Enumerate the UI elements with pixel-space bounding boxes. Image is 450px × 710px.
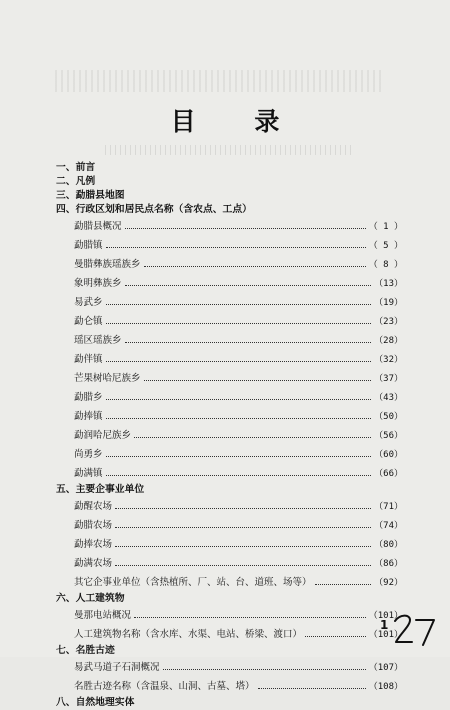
dot-leader — [115, 565, 371, 566]
toc-page-number: （60） — [374, 450, 403, 460]
toc-page-number: （23） — [374, 317, 403, 327]
dot-leader — [134, 437, 371, 438]
dot-leader — [125, 342, 372, 343]
toc-label: 三、勐腊县地图 — [56, 190, 125, 201]
toc-label: 勐仑镇 — [74, 316, 103, 327]
toc-page-number: （101） — [368, 630, 403, 640]
toc-page-number: （108） — [368, 682, 403, 692]
toc-entry — [56, 573, 403, 592]
dot-leader — [106, 418, 372, 419]
toc-label: 勐腊农场 — [74, 520, 113, 531]
toc-page-number: （50） — [374, 412, 403, 422]
toc-label: 一、前言 — [56, 162, 96, 173]
toc-label: 曼腊彝族瑶族乡 — [74, 259, 141, 270]
toc-label: 勐醒农场 — [74, 501, 113, 512]
toc-page-number: （66） — [374, 469, 403, 479]
toc-entry — [56, 535, 403, 554]
toc-entry — [56, 203, 403, 217]
dot-leader — [106, 361, 372, 362]
toc-page-number: （43） — [374, 393, 403, 403]
toc-label: 芒果树哈尼族乡 — [74, 373, 141, 384]
toc-entry — [56, 274, 403, 293]
toc-entry — [56, 445, 403, 464]
dot-leader — [106, 475, 372, 476]
toc-page-number: （74） — [374, 521, 403, 531]
toc-entry — [56, 696, 403, 710]
toc-entry — [56, 497, 403, 516]
toc-page-number: （37） — [374, 374, 403, 384]
toc-label: 勐捧农场 — [74, 539, 113, 550]
toc-label: 勐腊镇 — [74, 240, 103, 251]
toc-entry — [56, 236, 403, 255]
toc-entry — [56, 388, 403, 407]
toc-page-number: （ 1 ） — [368, 222, 403, 232]
toc-entry — [56, 293, 403, 312]
toc-label: 其它企事业单位（含热植所、厂、站、台、道班、场等） — [74, 577, 312, 588]
dot-leader — [115, 546, 371, 547]
dot-leader — [106, 323, 372, 324]
toc-page-number: （80） — [374, 540, 403, 550]
dot-leader — [258, 688, 366, 689]
toc-page-number: （86） — [374, 559, 403, 569]
toc-page-number: （101） — [368, 611, 403, 621]
toc-page-number: （28） — [374, 336, 403, 346]
toc-entry — [56, 625, 403, 644]
toc-page-number: （107） — [368, 663, 403, 673]
toc-label: 四、行政区划和居民点名称（含农点、工点） — [56, 204, 252, 215]
toc-label: 人工建筑物名称（含水库、水渠、电站、桥梁、渡口） — [74, 629, 303, 640]
page-title: 目 录 — [170, 107, 305, 136]
toc-entry — [56, 516, 403, 535]
dot-leader — [134, 617, 366, 618]
dot-leader — [106, 247, 366, 248]
toc-entry — [56, 312, 403, 331]
toc-entry — [56, 464, 403, 483]
toc-label: 二、凡例 — [56, 176, 96, 187]
dot-leader — [106, 456, 372, 457]
dot-leader — [125, 285, 372, 286]
toc-page-number: （92） — [374, 578, 403, 588]
toc-page-number: （19） — [374, 298, 403, 308]
dot-leader — [106, 304, 372, 305]
toc-label: 六、人工建筑物 — [56, 593, 125, 604]
toc-page-number: （ 5 ） — [368, 241, 403, 251]
toc-entry — [56, 592, 403, 606]
dot-leader — [115, 508, 371, 509]
dot-leader — [305, 636, 366, 637]
toc-entry — [56, 350, 403, 369]
toc-entry — [56, 369, 403, 388]
toc-entry — [56, 175, 403, 189]
toc-label: 曼那电站概况 — [74, 610, 132, 621]
toc-entry — [56, 554, 403, 573]
toc-entry — [56, 255, 403, 274]
toc-entry — [56, 407, 403, 426]
toc-page-number: （71） — [374, 502, 403, 512]
toc-page-number: （13） — [374, 279, 403, 289]
toc-entry — [56, 677, 403, 696]
toc-label: 勐腊县概况 — [74, 221, 122, 232]
dot-leader — [163, 669, 366, 670]
handwritten-number-mark — [392, 612, 440, 648]
scan-noise-top — [55, 70, 385, 92]
toc-label: 勐润哈尼族乡 — [74, 430, 132, 441]
toc-entry — [56, 658, 403, 677]
toc-label: 勐满农场 — [74, 558, 113, 569]
toc-entry — [56, 161, 403, 175]
toc-label: 七、名胜古迹 — [56, 645, 115, 656]
scan-noise-mid — [105, 145, 355, 155]
table-of-contents — [56, 161, 403, 710]
toc-label: 易武马道子石洞概况 — [74, 662, 160, 673]
toc-entry — [56, 217, 403, 236]
dot-leader — [115, 527, 371, 528]
dot-leader — [106, 399, 372, 400]
toc-label: 五、主要企事业单位 — [56, 484, 145, 495]
toc-label: 瑶区瑶族乡 — [74, 335, 122, 346]
toc-label: 勐满镇 — [74, 468, 103, 479]
toc-entry — [56, 426, 403, 445]
dot-leader — [144, 266, 366, 267]
toc-entry — [56, 331, 403, 350]
toc-entry — [56, 483, 403, 497]
dot-leader — [125, 228, 366, 229]
toc-label: 勐捧镇 — [74, 411, 103, 422]
toc-page-number: （56） — [374, 431, 403, 441]
toc-page-number: （ 8 ） — [368, 260, 403, 270]
toc-entry — [56, 189, 403, 203]
page-folio: 1 — [380, 618, 389, 632]
dot-leader — [315, 584, 372, 585]
toc-label: 易武乡 — [74, 297, 103, 308]
toc-entry — [56, 606, 403, 625]
toc-label: 象明彝族乡 — [74, 278, 122, 289]
toc-label: 尚勇乡 — [74, 449, 103, 460]
toc-entry — [56, 644, 403, 658]
toc-label: 勐伴镇 — [74, 354, 103, 365]
toc-label: 八、自然地理实体 — [56, 697, 135, 708]
dot-leader — [144, 380, 372, 381]
toc-page-number: （32） — [374, 355, 403, 365]
toc-label: 名胜古迹名称（含温泉、山洞、古墓、塔） — [74, 681, 255, 692]
toc-label: 勐腊乡 — [74, 392, 103, 403]
